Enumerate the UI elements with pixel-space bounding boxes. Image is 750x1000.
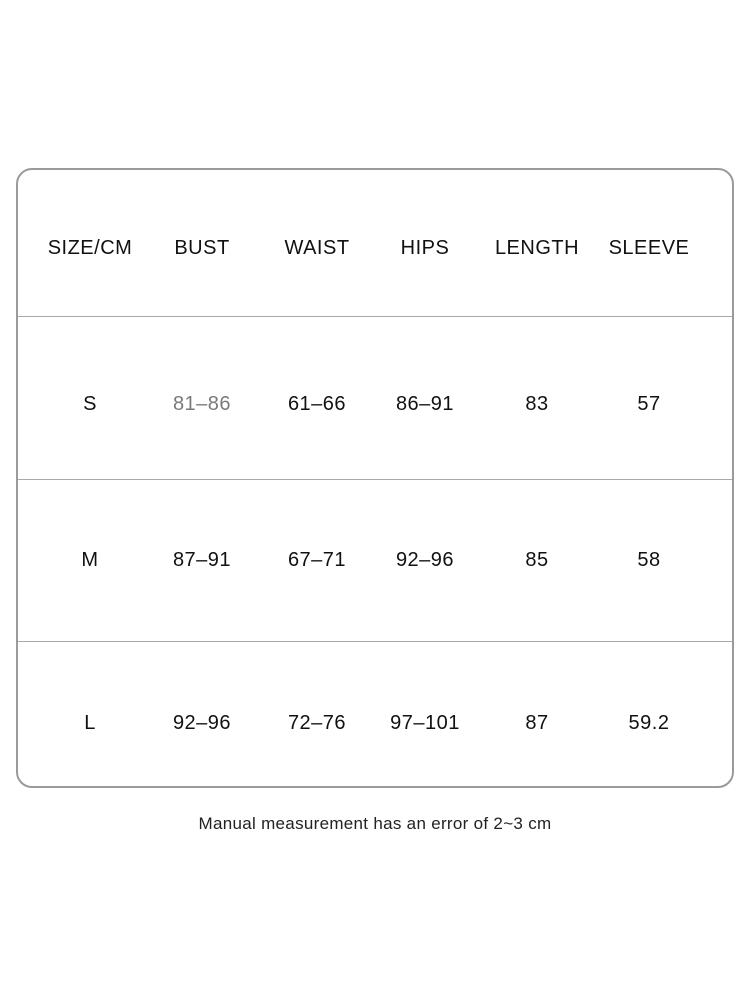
size-cell: L (84, 711, 96, 734)
waist-cell: 72–76 (287, 711, 347, 734)
length-cell: 85 (525, 549, 549, 571)
header-sleeve: SLEEVE (608, 236, 690, 259)
bust-cell: 92–96 (172, 711, 232, 734)
waist-cell: 61–66 (287, 392, 347, 415)
table-row (18, 479, 732, 641)
header-length: LENGTH (494, 236, 580, 259)
hips-cell: 92–96 (395, 549, 455, 571)
header-waist: WAIST (284, 236, 350, 259)
sleeve-cell: 57 (637, 392, 661, 415)
sleeve-cell: 59.2 (628, 711, 670, 734)
size-cell: S (83, 392, 97, 415)
measurement-note: Manual measurement has an error of 2~3 cm (198, 814, 552, 833)
size-chart-table (16, 168, 734, 788)
table-header-row (18, 170, 732, 316)
size-cell: M (81, 549, 99, 571)
header-bust: BUST (174, 236, 230, 259)
hips-cell: 97–101 (390, 711, 460, 734)
length-cell: 83 (525, 392, 549, 415)
table-row (18, 641, 732, 788)
sleeve-cell: 58 (637, 549, 661, 571)
header-size: SIZE/CM (47, 236, 133, 259)
table-row (18, 316, 732, 479)
hips-cell: 86–91 (395, 392, 455, 415)
waist-cell: 67–71 (287, 549, 347, 571)
bust-cell: 87–91 (172, 549, 232, 571)
header-hips: HIPS (400, 236, 450, 259)
bust-cell: 81–86 (172, 392, 232, 415)
length-cell: 87 (525, 711, 549, 734)
